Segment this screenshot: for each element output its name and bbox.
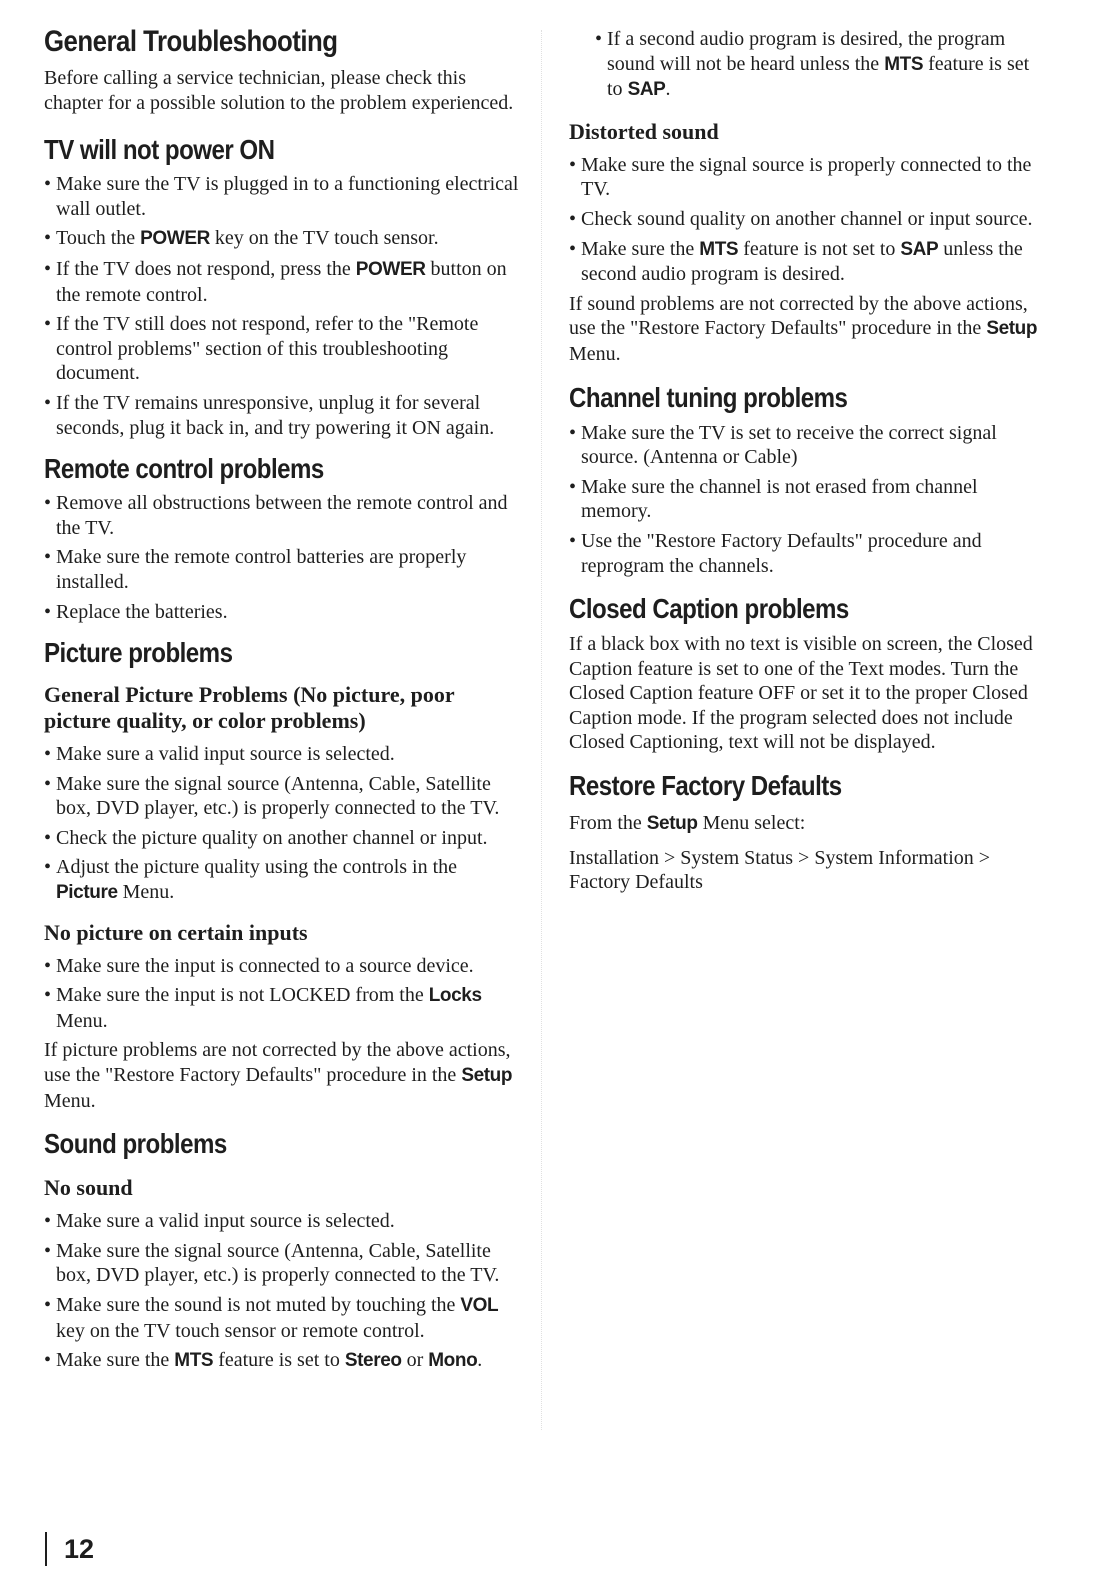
list-item-text: Menu. [117,881,175,904]
key-label: VOL [460,1295,499,1316]
list-item [44,1293,522,1343]
bullet: • [569,475,577,498]
list-item [44,826,522,851]
key-label: Stereo [344,1350,402,1372]
list-item [44,226,522,252]
list-item [44,545,522,594]
list-item-text: If a second audio program is desired, the program sound will not be heard unless the [607,28,1006,75]
list-item-text: key on the TV touch sensor. [209,227,439,250]
bullet: • [44,492,52,515]
left-column [44,0,522,1374]
list-item [595,27,1045,103]
list-item [44,257,522,307]
bullet: • [44,743,52,766]
list-item-text: unless the second audio program is desired. [581,237,1023,286]
bullet: • [569,153,577,176]
list-item-text: Make sure the signal source (Antenna, Cable, Satellite box, DVD player, etc.) is properly connected to the TV. [56,772,500,820]
key-label: Setup [646,813,698,835]
list-item-text: Make sure a valid input source is selected. [56,743,395,766]
bullet: • [44,391,52,414]
remote-heading: Remote control problems [44,453,324,485]
bullet: • [595,28,603,50]
list-item-text: Make sure the input is not LOCKED from the [56,984,429,1007]
restore-heading: Restore Factory Defaults [569,770,842,802]
list-item [44,391,522,440]
restore-paragraph-path: Installation > System Status > System Information > Factory Defaults [569,846,991,894]
list-item-text: Check the picture quality on another channel or input. [56,826,488,849]
sound-paragraph [569,292,1045,367]
list-item-text: feature is set to [607,52,1030,101]
key-label: Setup [986,318,1038,340]
list-item-text: Make sure a valid input source is selected. [56,1210,395,1233]
picture-heading: Picture problems [44,637,233,669]
list-item-text: Remove all obstructions between the remote control and the TV. [56,492,508,539]
key-label: Mono [428,1350,478,1372]
paragraph-text: Menu. [44,1089,96,1112]
column-divider [541,30,542,1430]
list-item-text: key on the TV touch sensor or remote control. [56,1319,425,1342]
list-item-text: Make sure the remote control batteries are properly installed. [56,546,467,593]
list-item [44,772,522,821]
list-item [44,1348,522,1374]
list-item [569,237,1045,287]
list-item [44,742,522,767]
key-label: MTS [174,1350,214,1372]
right-column [569,0,1045,895]
distorted-subheading: Distorted sound [569,118,719,144]
sound-heading: Sound problems [44,1128,227,1160]
paragraph-text: Menu. [569,342,621,365]
tv-power-list [44,172,522,440]
list-item-text: Adjust the picture quality using the controls in the [56,856,458,879]
bullet: • [44,1239,52,1262]
intro-paragraph: Before calling a service technician, please check this chapter for a possible solution to the problem experienced. [44,67,514,114]
list-item [569,207,1045,232]
list-item-text: Make sure the channel is not erased from channel memory. [581,475,978,523]
bullet: • [44,772,52,795]
bullet: • [44,1349,52,1372]
bullet: • [44,984,52,1007]
bullet: • [569,237,577,260]
list-item-text: If the TV still does not respond, refer to the "Remote control problems" section of this troubleshooting document. [56,313,479,385]
picture-inputs-list [44,954,522,1034]
list-item-text: Menu. [56,1009,108,1032]
bullet: • [569,421,577,444]
list-item-text: If the TV remains unresponsive, unplug it for several seconds, plug it back in, and try powering it ON again. [56,391,495,439]
list-item [44,954,522,979]
list-item [569,421,1045,470]
list-item-text: . [665,78,671,101]
sound-continued-list [569,27,1045,103]
distorted-list [569,153,1045,287]
paragraph-text: From the [569,812,647,835]
list-item-text: feature is set to [213,1349,345,1372]
key-label: MTS [884,53,924,75]
list-item-text: Make sure the [56,1349,175,1372]
key-label: Setup [461,1065,513,1087]
picture-subheading-general: General Picture Problems (No picture, poor picture quality, or color problems) [44,682,455,734]
remote-list [44,491,522,624]
paragraph-text: If sound problems are not corrected by the above actions, use the "Restore Factory Defaults" procedure in the [569,292,1028,340]
list-item-text: Make sure the TV is set to receive the correct signal source. (Antenna or Cable) [581,421,997,469]
sound-subheading: No sound [44,1175,133,1201]
page-number-bar [45,1532,47,1566]
list-item-text: Touch the [56,227,141,250]
list-item [569,529,1045,578]
cc-heading: Closed Caption problems [569,593,849,625]
key-label: SAP [627,79,666,101]
bullet: • [44,600,52,623]
channel-list [569,421,1045,579]
bullet: • [44,313,52,336]
list-item-text: Use the "Restore Factory Defaults" procedure and reprogram the channels. [581,529,982,577]
list-item [44,1239,522,1288]
list-item-text: button on the remote control. [56,257,507,306]
list-item [44,312,522,386]
list-item [569,153,1045,202]
bullet: • [569,529,577,552]
list-item-text: Make sure the sound is not muted by touching the [56,1294,461,1316]
page-number: 12 [64,1534,95,1564]
key-label: POWER [355,258,426,280]
page-title: General Troubleshooting [44,25,338,58]
picture-list [44,742,522,906]
bullet: • [44,856,52,879]
key-label: Locks [428,985,482,1007]
list-item-text: feature is not set to [738,237,901,260]
bullet: • [44,826,52,849]
picture-subheading-inputs: No picture on certain inputs [44,919,308,945]
list-item [44,491,522,540]
list-item [44,983,522,1033]
list-item-text: or [401,1349,429,1372]
list-item-text: Make sure the TV is plugged in to a functioning electrical wall outlet. [56,173,519,220]
key-label: POWER [140,228,210,250]
cc-paragraph: If a black box with no text is visible on screen, the Closed Caption feature is set to one of the Text modes. Turn the Closed Caption feature OFF or set it to the proper Closed Caption mode. If the program selected does not include Closed Captioning, text will not be displayed. [569,633,1033,754]
list-item [44,600,522,625]
bullet: • [44,227,52,250]
bullet: • [44,1210,52,1233]
list-item-text: . [477,1349,483,1372]
picture-paragraph [44,1038,522,1113]
list-item [44,172,522,221]
bullet: • [44,173,52,196]
bullet: • [44,546,52,569]
list-item [44,855,522,905]
list-item-text: Make sure the [581,237,700,260]
bullet: • [44,257,52,280]
list-item-text: Replace the batteries. [56,600,228,623]
tv-power-heading: TV will not power ON [44,134,275,166]
key-label: SAP [900,238,939,260]
list-item-text: Make sure the signal source is properly connected to the TV. [581,153,1032,201]
bullet: • [44,954,52,977]
list-item-text: Check sound quality on another channel or input source. [581,207,1033,230]
paragraph-text: If picture problems are not corrected by the above actions, use the "Restore Factory Defaults" procedure in the [44,1039,511,1087]
restore-paragraph-menu [569,811,1045,837]
key-label: MTS [699,238,739,260]
paragraph-text: Menu select: [697,812,806,835]
list-item [569,475,1045,524]
list-item [44,1209,522,1234]
key-label: Picture [56,882,118,904]
channel-heading: Channel tuning problems [569,381,848,413]
bullet: • [44,1294,52,1316]
list-item-text: Make sure the input is connected to a source device. [56,954,474,977]
bullet: • [569,207,577,230]
sound-list [44,1209,522,1374]
list-item-text: If the TV does not respond, press the [56,257,356,280]
list-item-text: Make sure the signal source (Antenna, Cable, Satellite box, DVD player, etc.) is properly connected to the TV. [56,1239,500,1287]
